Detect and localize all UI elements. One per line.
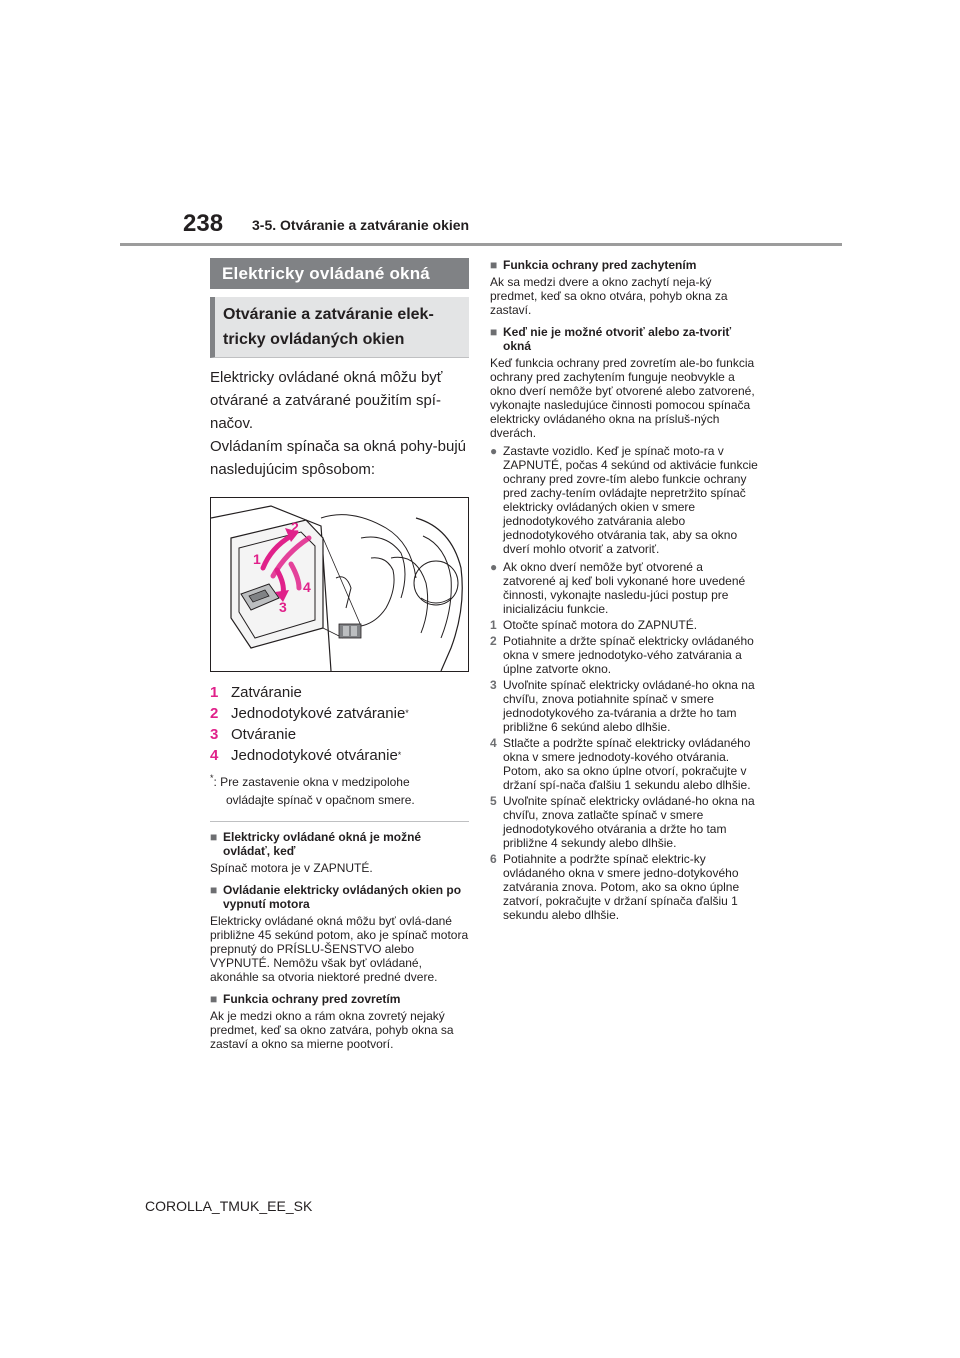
legend-item: 3 Otváranie (210, 726, 297, 743)
paragraph: Elektricky ovládané okná môžu byť ovlá-dané približne 45 sekúnd potom, ako je spínač motora prepnutý do PRÍSLU-ŠENSTVO alebo VYPNUTÉ. Nemôžu však byť ovládané, akonáhle sa otvoria niektoré predné dvere. (210, 914, 469, 984)
step-item: 6 Potiahnite a podržte spínač elektric-ky ovládaného okna v smere jedno-dotykového zatvárania znova. Potom, ako sa okno úplne zatvorí, pokračujte v držaní spínača ďalšiu 1 sekundu alebo dlhšie. (490, 852, 740, 922)
intro-text (210, 366, 469, 481)
subheading: ■ Funkcia ochrany pred zovretím (210, 992, 401, 1006)
callout-3: 3 (279, 599, 287, 615)
window-switch-illustration (210, 497, 469, 672)
step-item: 2 Potiahnite a držte spínač elektricky ovládaného okna v smere jednodotyko-vého zatvárania a úplne zatvorte okno. (490, 634, 754, 676)
legend-item: 4 Jednodotykové otváranie * (210, 747, 402, 764)
bullet-item: ● Ak okno dverí nemôže byť otvorené a zatvorené aj keď boli vykonané hore uvedené činnosti, vykonajte nasledu-júci postup pre inicializáciu funkcie. (490, 560, 746, 616)
header-rule (120, 243, 842, 246)
subheading: ■ Keď nie je možné otvoriť alebo za-tvoriť okná (490, 325, 732, 353)
paragraph: Ak sa medzi dvere a okno zachytí neja-ký predmet, keď sa okno otvára, pohyb okna za zastaví. (490, 275, 728, 317)
step-item: 5 Uvoľnite spínač elektricky ovládané-ho okna na chvíľu, znova zatlačte spínač v smere jednodotykového otvárania a držte ho tam približne 4 sekundy alebo dlhšie. (490, 794, 755, 850)
subsection-heading: Otváranie a zatváranie elek-tricky ovládaných okien (210, 297, 469, 358)
intro-paragraph-1: Elektricky ovládané okná môžu byť otvárané a zatvárané použitím spí-načov. (210, 369, 443, 432)
step-item: 1 Otočte spínač motora do ZAPNUTÉ. (490, 618, 698, 632)
subheading: ■ Ovládanie elektricky ovládaných okien po vypnutí motora (210, 883, 462, 911)
paragraph: Keď funkcia ochrany pred zovretím ale-bo funkcia ochrany pred zachytením funguje neobvykle a okno dverí nemôže byť otvorené alebo zatvorené, vykonajte nasledujúce činnosti pomocou spínača elektricky ovládaného okna na prísluš-ných dverách. (490, 356, 755, 440)
paragraph: Spínač motora je v ZAPNUTÉ. (210, 861, 373, 875)
footnote: *: Pre zastavenie okna v medzipolohe ovládajte spínač v opačnom smere. (210, 773, 415, 807)
separator (210, 821, 469, 822)
callout-4: 4 (303, 579, 311, 595)
step-item: 3 Uvoľnite spínač elektricky ovládané-ho okna na chvíľu, znova potiahnite spínač v smere jednodotykového za-tvárania a držte ho tam približne 6 sekúnd alebo dlhšie. (490, 678, 755, 734)
callout-2: 2 (291, 519, 299, 535)
left-column (210, 258, 469, 1051)
subheading: ■ Funkcia ochrany pred zachytením (490, 258, 697, 272)
paragraph: Ak je medzi okno a rám okna zovretý nejaký predmet, keď sa okno zatvára, pohyb okna sa zastaví a okno sa mierne pootvorí. (210, 1009, 454, 1051)
legend-item: 2 Jednodotykové zatváranie * (210, 705, 409, 722)
intro-paragraph-2: Ovládaním spínača sa okná pohy-bujú nasledujúcim spôsobom: (210, 438, 466, 478)
document-code: COROLLA_TMUK_EE_SK (145, 1198, 313, 1214)
chapter-band: Elektricky ovládané okná (210, 258, 469, 289)
subheading: ■ Elektricky ovládané okná je možné ovládať, keď (210, 830, 422, 858)
bullet-item: ● Zastavte vozidlo. Keď je spínač moto-ra v ZAPNUTÉ, počas 4 sekúnd od aktivácie funkcie ochrany pred zovre-tím alebo funkcie ochrany pred zachy-tením ovládajte nepretržito spínač elektricky ovládaných okien v smere jednodotykového zatvárania alebo jednodotykového otvárania tak, aby sa okno dverí mohlo otvoriť a zatvoriť. (490, 444, 758, 556)
figure-legend (210, 682, 469, 766)
legend-item: 1 Zatváranie (210, 684, 302, 701)
page-number: 238 (183, 210, 224, 237)
right-column (490, 258, 758, 922)
illustration-svg (211, 498, 468, 671)
step-item: 4 Stlačte a podržte spínač elektricky ovládaného okna v smere jednodoty-kového otvárania. Potom, ako sa okno úplne otvorí, pokračujte v držaní spí-nača ďalšiu 1 sekundu alebo dlhšie. (490, 736, 751, 792)
section-title: 3-5. Otváranie a zatváranie okien (252, 217, 470, 233)
callout-1: 1 (253, 551, 261, 567)
